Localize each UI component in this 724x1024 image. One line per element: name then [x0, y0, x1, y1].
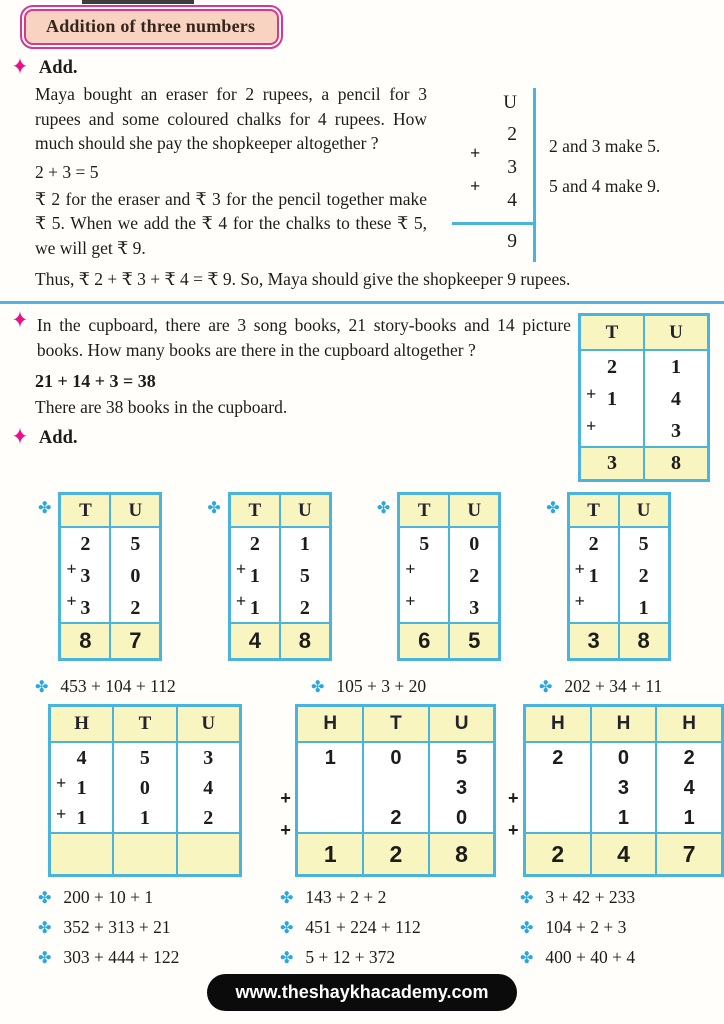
exercise-grid: [38, 887, 724, 968]
exercise-text: 5 + 12 + 372: [305, 947, 396, 967]
plus-sign: +: [574, 591, 585, 611]
diamond-bullet-icon: ✦: [12, 54, 28, 81]
diamond-bullet-icon: ✦: [12, 308, 28, 335]
tens-cell: + + 2 3 3: [60, 527, 110, 623]
exercise-item: [539, 676, 662, 697]
column-header: H: [591, 706, 657, 742]
big-table-1: [48, 704, 242, 877]
exercise-text: 200 + 10 + 1: [63, 887, 154, 907]
flower-bullet-icon: ✤: [376, 500, 391, 517]
flower-bullet-icon: ✤: [280, 920, 294, 937]
column-header: U: [280, 494, 330, 527]
equation-line: 2 + 3 = 5: [35, 161, 99, 182]
tens-cell: + + 2 1: [569, 527, 619, 623]
result-row: 9: [507, 231, 517, 252]
hundreds-cell: + + 4 1 1: [50, 742, 113, 833]
result-cell: 2: [363, 833, 429, 875]
flower-bullet-icon: ✤: [207, 500, 221, 517]
exercise-item: [280, 947, 520, 968]
exercise-item: [35, 676, 311, 697]
units-cell: 3 4 2: [177, 742, 240, 833]
column-header: T: [60, 494, 110, 527]
result-cell: 8: [60, 623, 110, 659]
section1-body: [35, 82, 724, 262]
section2-text-column: [12, 308, 571, 482]
column-header: H: [297, 706, 363, 742]
flower-bullet-icon: ✤: [38, 920, 52, 937]
result-cell: 8: [429, 833, 495, 875]
plus-sign: +: [470, 143, 481, 163]
page-title: Addition of three numbers: [24, 9, 279, 45]
plus-sign: +: [507, 820, 519, 840]
small-table-3: [397, 492, 501, 661]
exercise-item: [38, 947, 280, 968]
website-badge: www.theshaykhacademy.com: [207, 974, 516, 1011]
units-cell: 1 5 2: [280, 527, 330, 623]
flower-bullet-icon: ✤: [520, 890, 534, 907]
exercise-text: 105 + 3 + 20: [336, 676, 427, 696]
conclusion-line: Thus, ₹ 2 + ₹ 3 + ₹ 4 = ₹ 9. So, Maya should give the shopkeeper 9 rupees.: [35, 269, 571, 289]
column-header: T: [363, 706, 429, 742]
column-header: U: [110, 494, 160, 527]
result-cell: 4: [591, 833, 657, 875]
result-cell: 7: [656, 833, 722, 875]
addend-row: 2: [507, 124, 517, 145]
big-tables-row: [48, 704, 724, 877]
footer: [0, 974, 724, 1011]
column-header: H: [656, 706, 722, 742]
plus-sign: +: [470, 176, 481, 196]
addend-row: + 4: [460, 184, 533, 217]
flower-bullet-icon: ✤: [38, 950, 52, 967]
column-header: T: [569, 494, 619, 527]
column-addition-figure: [460, 88, 660, 262]
exercise-text: 3 + 42 + 233: [545, 887, 636, 907]
small-table-group-3: [377, 492, 501, 661]
exercise-text: 400 + 40 + 4: [545, 947, 636, 967]
result-cell: 2: [525, 833, 591, 875]
result-cell: 3: [569, 623, 619, 659]
plus-sign: +: [280, 820, 291, 840]
note-line: 2 and 3 make 5.: [549, 136, 661, 156]
exercise-text: 303 + 444 + 122: [63, 947, 180, 967]
exercise-item: [520, 947, 724, 968]
result-cell: 8: [644, 447, 708, 480]
flower-bullet-icon: ✤: [546, 500, 560, 517]
column-header: T: [399, 494, 449, 527]
small-table-1: [58, 492, 162, 661]
exercise-text: 451 + 224 + 112: [305, 917, 421, 937]
column-header: U: [177, 706, 240, 742]
section2-heading: [12, 426, 571, 449]
result-cell: 1: [297, 833, 363, 875]
result-cell: 7: [110, 623, 160, 659]
plus-sign: +: [507, 788, 519, 808]
plus-sign: +: [66, 591, 77, 611]
result-cell: 8: [619, 623, 669, 659]
plus-sign: +: [56, 773, 67, 793]
cupboard-table: [578, 313, 710, 482]
exercise-item: [38, 917, 280, 938]
flower-bullet-icon: ✤: [539, 679, 553, 696]
big-table-3-wrap: [508, 704, 724, 877]
units-header: U: [503, 92, 517, 113]
flower-bullet-icon: ✤: [311, 679, 325, 696]
result-cell: 8: [280, 623, 330, 659]
exercise-text: 202 + 34 + 11: [564, 676, 663, 696]
tens-cell: + + 5: [399, 527, 449, 623]
units-cell: 2 4 1: [656, 742, 722, 833]
addition-column: [460, 88, 536, 262]
result-cell: 5: [449, 623, 499, 659]
plus-sign: +: [405, 591, 416, 611]
section1-text-column: [35, 82, 427, 262]
big-table-2-wrap: [280, 704, 496, 877]
exercise-item: [280, 917, 520, 938]
hundreds-cell: 2: [525, 742, 591, 833]
figure-notes: [549, 88, 660, 262]
result-cell: 3: [580, 447, 644, 480]
spacer: [242, 704, 281, 877]
exercise-text: 352 + 313 + 21: [63, 917, 171, 937]
tens-cell: + + 2 1: [580, 350, 644, 447]
tens-cell: 0 3 1: [591, 742, 657, 833]
plus-sign: +: [574, 559, 585, 579]
flower-bullet-icon: ✤: [38, 890, 52, 907]
flower-bullet-icon: ✤: [35, 679, 49, 696]
tens-cell: 0 2: [363, 742, 429, 833]
note-line: 5 and 4 make 9.: [549, 176, 661, 196]
units-cell: 0 2 3: [449, 527, 499, 623]
flower-bullet-icon: ✤: [520, 950, 534, 967]
column-header: H: [50, 706, 113, 742]
section1-heading-label: Add.: [38, 58, 78, 78]
addend-row: + 3: [460, 151, 533, 184]
hundreds-cell: 1: [297, 742, 363, 833]
section2-heading-label: Add.: [38, 428, 78, 448]
section2-body: [12, 308, 724, 482]
plus-sign: +: [586, 416, 597, 436]
exercise-item: [311, 676, 539, 697]
units-cell: 5 3 0: [429, 742, 495, 833]
answer-line: There are 38 books in the cupboard.: [35, 397, 288, 417]
section-divider: [0, 301, 724, 304]
column-header: U: [429, 706, 495, 742]
tens-cell: 5 0 1: [113, 742, 176, 833]
column-header: T: [580, 315, 644, 350]
plus-sign: +: [66, 559, 77, 579]
section1-heading: [12, 56, 724, 79]
flower-bullet-icon: ✤: [280, 890, 294, 907]
result-cell: [50, 833, 113, 875]
column-header: H: [525, 706, 591, 742]
big-table-2: [295, 704, 496, 877]
small-table-4: [567, 492, 671, 661]
exercise-item: [520, 917, 724, 938]
exercise-item: [38, 887, 280, 908]
plus-sign: +: [235, 559, 247, 579]
diamond-bullet-icon: ✦: [12, 424, 28, 451]
flower-bullet-icon: ✤: [520, 920, 534, 937]
small-tables-row: [38, 492, 724, 661]
column-header: T: [113, 706, 176, 742]
exercise-item: [520, 887, 724, 908]
column-header: U: [449, 494, 499, 527]
units-cell: 5 2 1: [619, 527, 669, 623]
small-table-group-4: [546, 492, 670, 661]
cupboard-table-area: [571, 313, 724, 482]
small-table-2: [228, 492, 332, 661]
plus-sign: +: [586, 384, 597, 404]
column-header: U: [619, 494, 669, 527]
exercise-text: 104 + 2 + 3: [545, 917, 627, 937]
result-cell: [177, 833, 240, 875]
result-cell: [113, 833, 176, 875]
plus-sign: +: [56, 804, 67, 824]
units-cell: 1 4 3: [644, 350, 708, 447]
spacer: [496, 704, 508, 877]
column-header: U: [644, 315, 708, 350]
problem-paragraph: In the cupboard, there are 3 song books, 21 story-books and 14 picture books. How many books are there in the cupboard altogether ?: [36, 315, 571, 360]
big-table-3: [523, 704, 724, 877]
equation-line: 21 + 14 + 3 = 38: [35, 371, 156, 391]
small-table-group-1: [38, 492, 162, 661]
exercise-text: 143 + 2 + 2: [305, 887, 387, 907]
column-header: T: [230, 494, 280, 527]
small-table-group-2: [207, 492, 331, 661]
units-cell: 5 0 2: [110, 527, 160, 623]
plus-sign: +: [235, 591, 247, 611]
explanation-paragraph: ₹ 2 for the eraser and ₹ 3 for the pencil together make ₹ 5. When we add the ₹ 4 for the chalks to these ₹ 5, we will get ₹ 9.: [35, 188, 427, 258]
tens-cell: + + 2 1 1: [230, 527, 280, 623]
cupboard-problem: [12, 308, 571, 362]
plus-sign: +: [280, 788, 291, 808]
result-cell: 4: [230, 623, 280, 659]
flower-bullet-icon: ✤: [38, 500, 52, 517]
exercise-text: 453 + 104 + 112: [60, 676, 176, 696]
exercise-item: [280, 887, 520, 908]
exercise-row: [35, 676, 724, 697]
scan-artifact: [82, 0, 194, 4]
result-cell: 6: [399, 623, 449, 659]
problem-paragraph: Maya bought an eraser for 2 rupees, a pencil for 3 rupees and some coloured chalks for 4 rupees. How much should she pay the shopkeeper altogether ?: [35, 84, 427, 153]
flower-bullet-icon: ✤: [280, 950, 294, 967]
plus-sign: +: [405, 559, 416, 579]
